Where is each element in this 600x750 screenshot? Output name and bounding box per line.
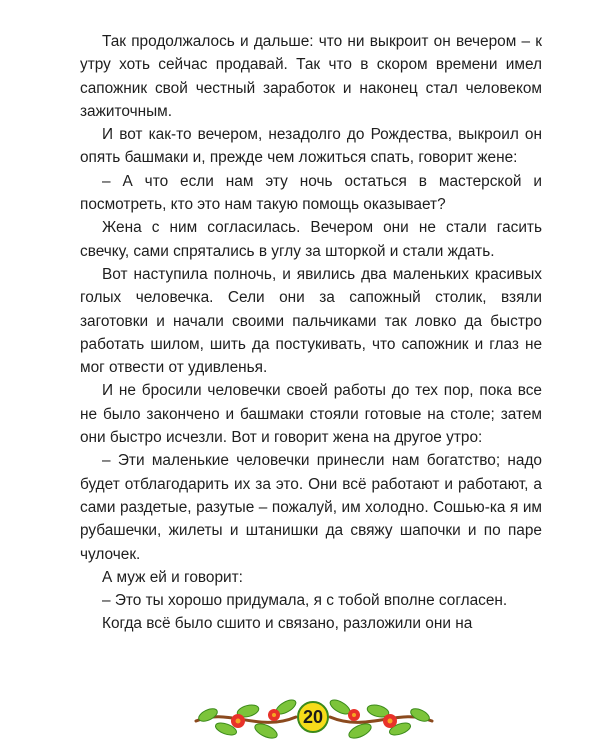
paragraph: – Эти маленькие человечки принесли нам богатство; надо будет отблагодарить их за это. Они всё работают и работают, а сами раздетые, разутые – пожалуй, им холодно. Сошью-ка я им рубашечки, жилеты и штанишки да свяжу шапочки и по паре чулочек.: [80, 452, 542, 563]
paragraph: Вот наступила полночь, и явились два маленьких красивых голых человечка. Сели они за сапожный столик, взяли заготовки и начали своими пальчиками так ловко да быстро работать шилом, шить да постукивать, что сапожник и глаз не мог отвести от удивленья.: [80, 265, 542, 377]
flower-icon: [383, 714, 397, 728]
flower-icon: [348, 709, 360, 721]
flower-icon: [268, 709, 280, 721]
paragraph: И не бросили человечки своей работы до тех пор, пока все не было закончено и башмаки стояли готовые на столе; затем они быстро исчезли. Вот и говорит жена на другое утро:: [80, 382, 542, 447]
leaf-icon: [197, 706, 219, 724]
leaf-icon: [253, 721, 279, 741]
paragraph: Когда всё было сшито и связано, разложили они на: [102, 615, 473, 633]
paragraph: И вот как-то вечером, незадолго до Рождества, выкроил он опять башмаки и, прежде чем ложиться спать, говорит жене:: [80, 126, 542, 167]
flower-icon: [231, 714, 245, 728]
leaf-icon: [347, 721, 373, 741]
paragraph: Жена с ним согласилась. Вечером они не стали гасить свечку, сами спрятались в углу за шторкой и стали ждать.: [80, 219, 542, 260]
paragraph: Так продолжалось и дальше: что ни выкроит он вечером – к утру хоть сейчас продавай. Так что в скором времени имел сапожник свой честный заработок и наконец стал человеком зажиточным.: [80, 33, 542, 120]
paragraph: – Это ты хорошо придумала, я с тобой вполне согласен.: [102, 592, 508, 610]
page-number: 20: [297, 701, 329, 733]
paragraph: А муж ей и говорит:: [102, 568, 243, 586]
leaf-icon: [409, 706, 431, 724]
story-text: [80, 30, 542, 636]
paragraph: – А что если нам эту ночь остаться в мастерской и посмотреть, кто это нам такую помощь оказывает?: [80, 172, 542, 214]
